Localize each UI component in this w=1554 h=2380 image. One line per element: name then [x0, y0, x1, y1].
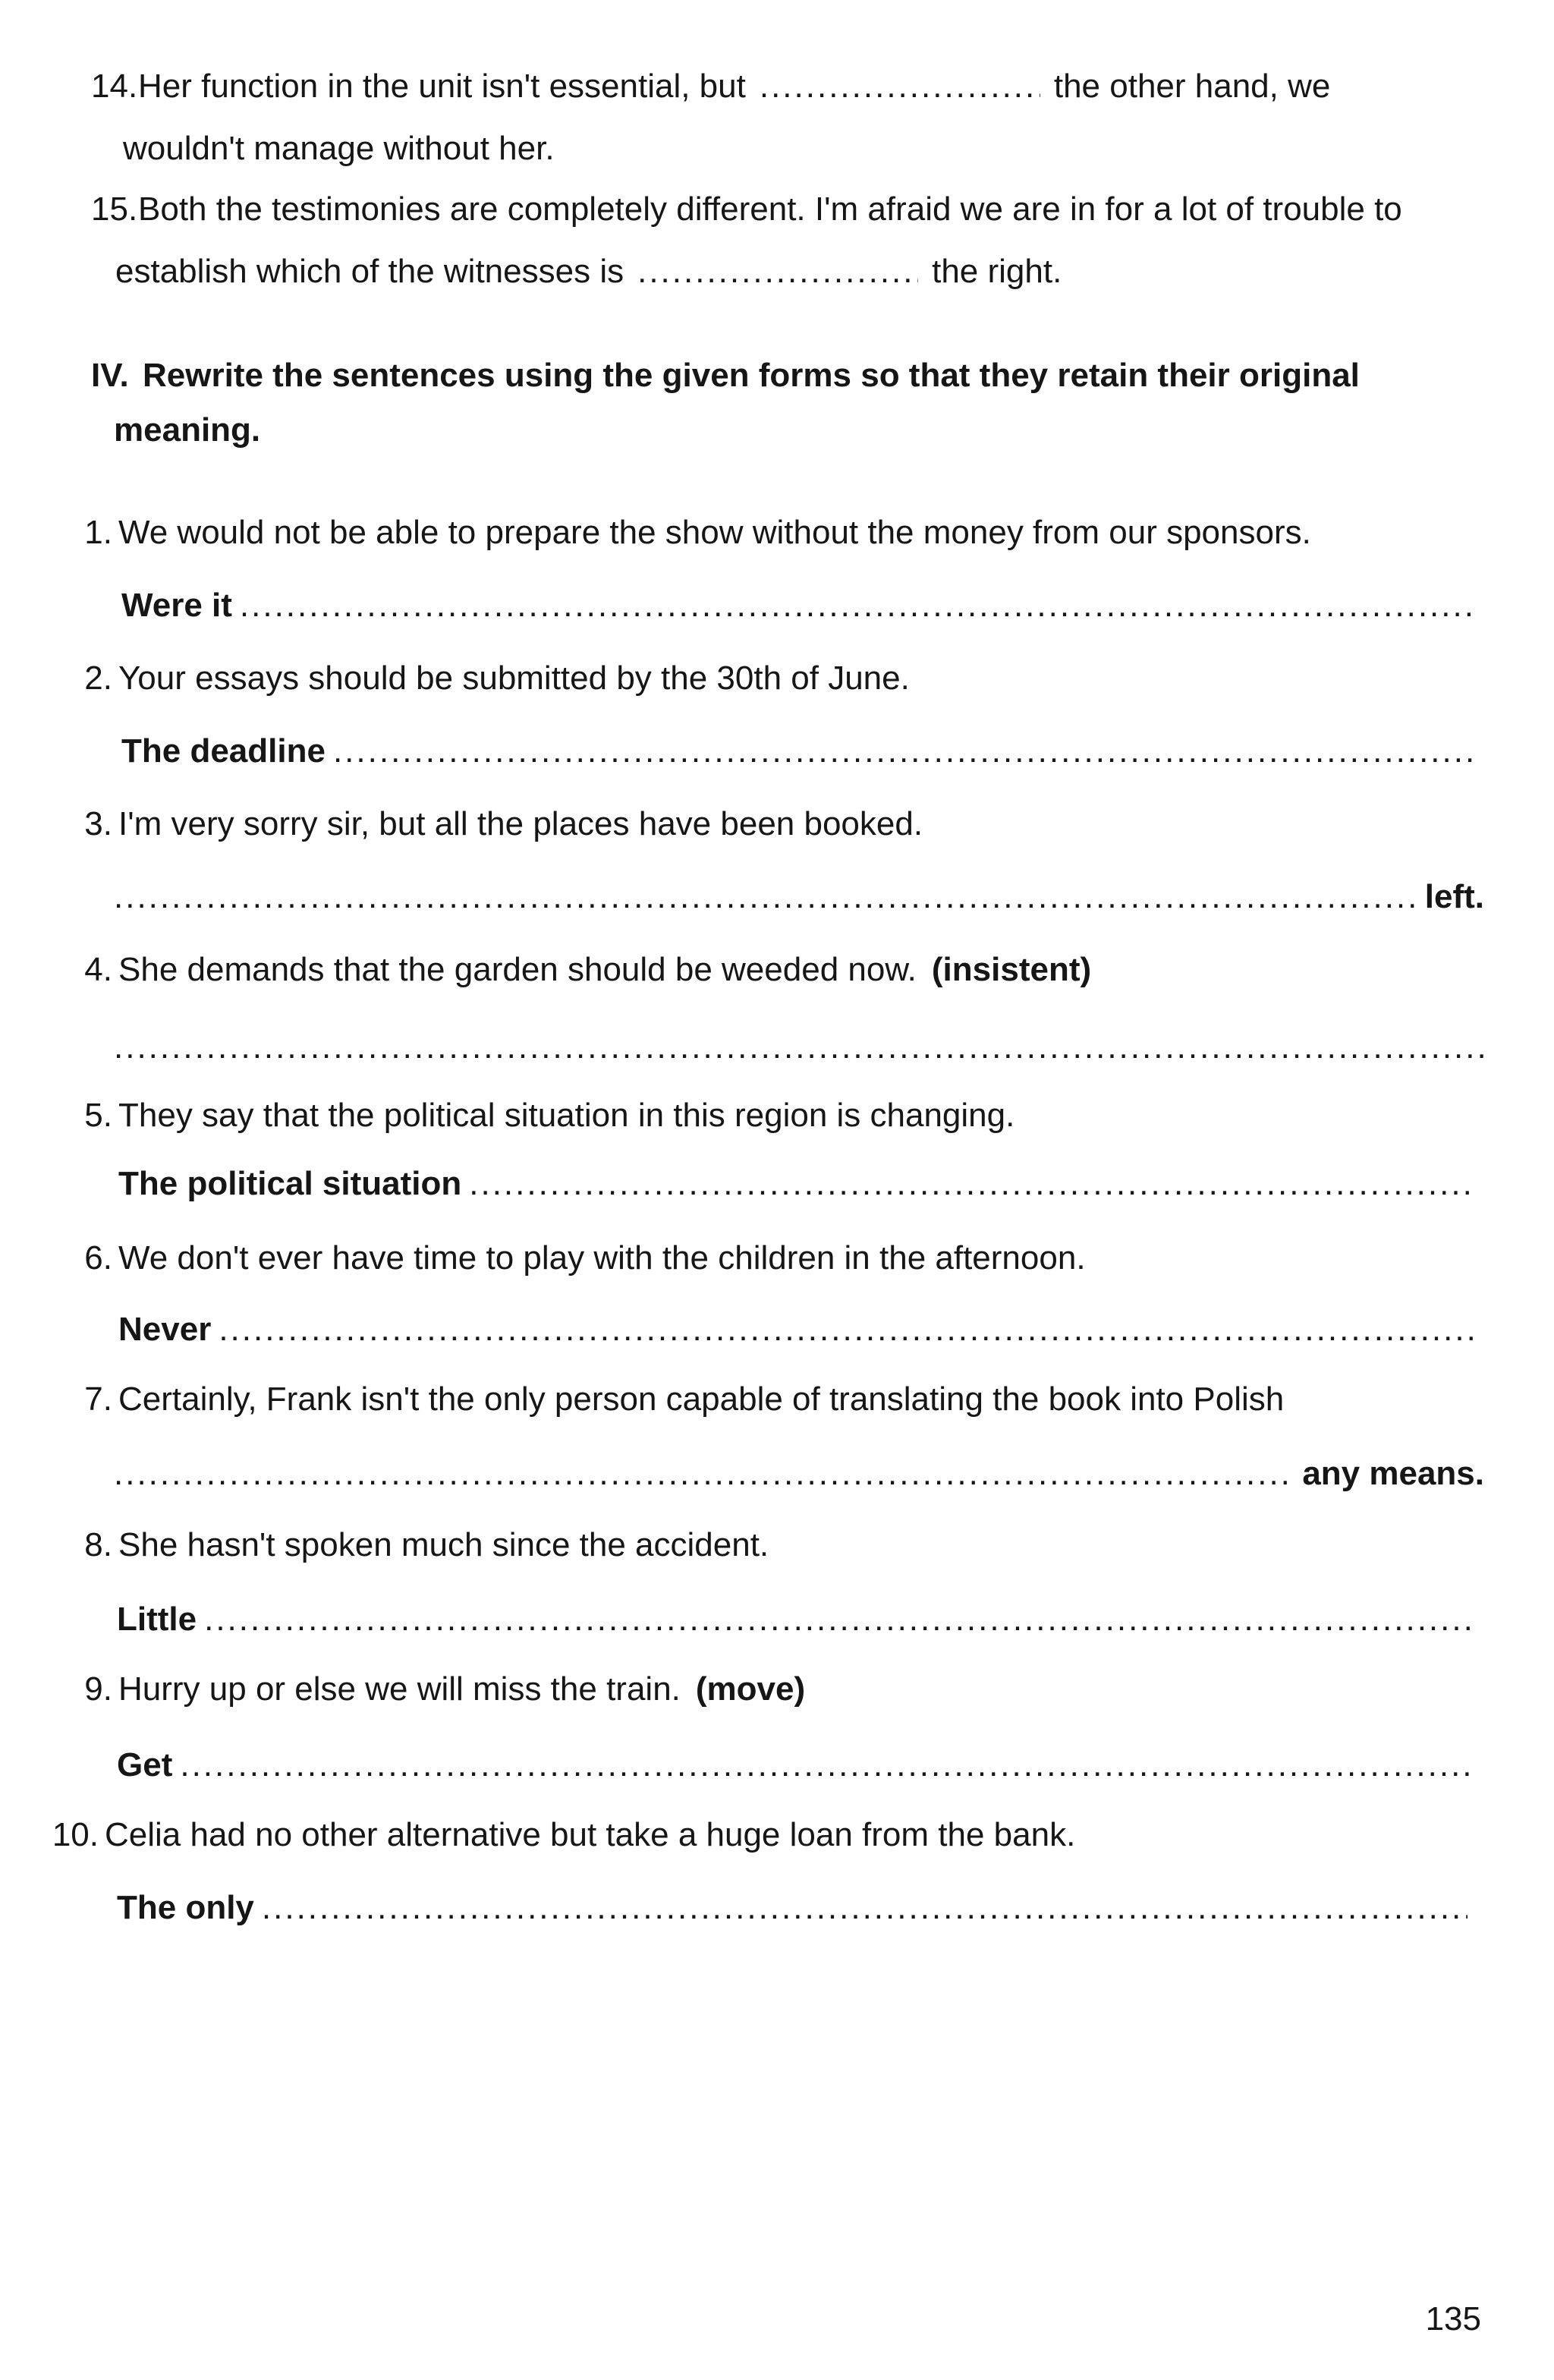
item-number: 14. [91, 68, 138, 105]
answer-prompt: The only [117, 1889, 254, 1926]
item-number: 9. [84, 1670, 112, 1708]
item-4-answer [114, 1025, 1484, 1070]
item-number: 1. [84, 514, 112, 551]
item-number: 15. [91, 190, 138, 228]
item-text: wouldn't manage without her. [123, 130, 555, 167]
item-6-sentence [76, 1236, 1086, 1281]
section-title: meaning. [114, 411, 261, 449]
answer-blank[interactable] [469, 1161, 1475, 1207]
answer-prompt: Get [117, 1746, 173, 1783]
answer-prompt: Were it [121, 587, 232, 624]
item-number: 4. [84, 951, 112, 988]
item-15-line-2 [115, 249, 1062, 294]
item-sentence: She hasn't spoken much since the accident. [118, 1526, 769, 1563]
item-15-line-1 [91, 187, 1402, 232]
item-9-answer [117, 1742, 1478, 1788]
item-2-answer [121, 729, 1483, 774]
section-heading-line-2 [114, 405, 260, 455]
page-number: 135 [1425, 2300, 1481, 2338]
section-heading [91, 351, 1360, 401]
item-number: 7. [84, 1380, 112, 1418]
item-number: 8. [84, 1526, 112, 1563]
item-sentence: We would not be able to prepare the show without the money from our sponsors. [118, 514, 1311, 551]
item-8-answer [117, 1597, 1483, 1642]
answer-blank[interactable] [114, 874, 1417, 920]
item-10-answer [117, 1885, 1475, 1931]
item-3-answer [114, 874, 1484, 920]
item-5-answer [118, 1161, 1483, 1207]
answer-ending: left. [1424, 878, 1484, 915]
item-number: 10. [52, 1816, 99, 1853]
item-number: 3. [84, 805, 112, 842]
answer-prompt: The deadline [121, 732, 326, 770]
answer-blank[interactable] [114, 1025, 1484, 1070]
item-sentence: Your essays should be submitted by the 30th of June. [118, 660, 910, 697]
item-text: establish which of the witnesses is [115, 253, 624, 290]
item-sentence: Certainly, Frank isn't the only person capable of translating the book into Polish [118, 1380, 1285, 1418]
item-number: 2. [84, 660, 112, 697]
item-5-sentence [76, 1093, 1015, 1138]
keyword: (move) [695, 1670, 806, 1708]
answer-blank[interactable] [219, 1307, 1475, 1352]
item-text: Her function in the unit isn't essential, but [138, 68, 746, 105]
item-text: the right. [932, 253, 1062, 290]
item-4-sentence [76, 947, 1091, 993]
item-2-sentence [76, 656, 910, 701]
item-sentence: I'm very sorry sir, but all the places have been booked. [118, 805, 923, 842]
answer-prompt: Little [117, 1601, 197, 1638]
item-sentence: Celia had no other alternative but take a huge loan from the bank. [105, 1816, 1076, 1853]
answer-prompt: Never [118, 1311, 212, 1348]
item-number: 5. [84, 1097, 112, 1134]
item-number: 6. [84, 1239, 112, 1277]
answer-blank[interactable] [760, 64, 1040, 109]
keyword: (insistent) [931, 951, 1092, 988]
item-10-sentence [49, 1812, 1075, 1858]
item-sentence: We don't ever have time to play with the children in the afternoon. [118, 1239, 1086, 1277]
item-text: Both the testimonies are completely different. I'm afraid we are in for a lot of trouble to [138, 190, 1402, 228]
section-numeral: IV. [91, 357, 129, 394]
item-9-sentence [76, 1667, 805, 1712]
item-6-answer [118, 1307, 1483, 1352]
answer-blank[interactable] [333, 729, 1475, 774]
item-sentence: Hurry up or else we will miss the train. [118, 1670, 681, 1708]
section-title: Rewrite the sentences using the given forms so that they retain their original [143, 357, 1360, 394]
item-sentence: They say that the political situation in this region is changing. [118, 1097, 1015, 1134]
item-1-sentence [76, 510, 1311, 556]
item-1-answer [121, 583, 1483, 628]
item-14-line-1 [91, 64, 1487, 109]
answer-blank[interactable] [240, 583, 1475, 628]
item-7-sentence [76, 1377, 1284, 1422]
item-7-answer [114, 1451, 1484, 1497]
item-text: the other hand, we [1053, 68, 1331, 105]
answer-blank[interactable] [180, 1742, 1471, 1788]
answer-blank[interactable] [637, 249, 918, 294]
answer-blank[interactable] [114, 1451, 1294, 1497]
item-3-sentence [76, 801, 923, 847]
item-8-sentence [76, 1522, 769, 1568]
item-14-line-2 [123, 126, 555, 172]
answer-blank[interactable] [204, 1597, 1475, 1642]
answer-ending: any means. [1302, 1455, 1484, 1492]
item-sentence: She demands that the garden should be weeded now. [118, 951, 917, 988]
answer-blank[interactable] [262, 1885, 1467, 1931]
answer-prompt: The political situation [118, 1165, 462, 1202]
